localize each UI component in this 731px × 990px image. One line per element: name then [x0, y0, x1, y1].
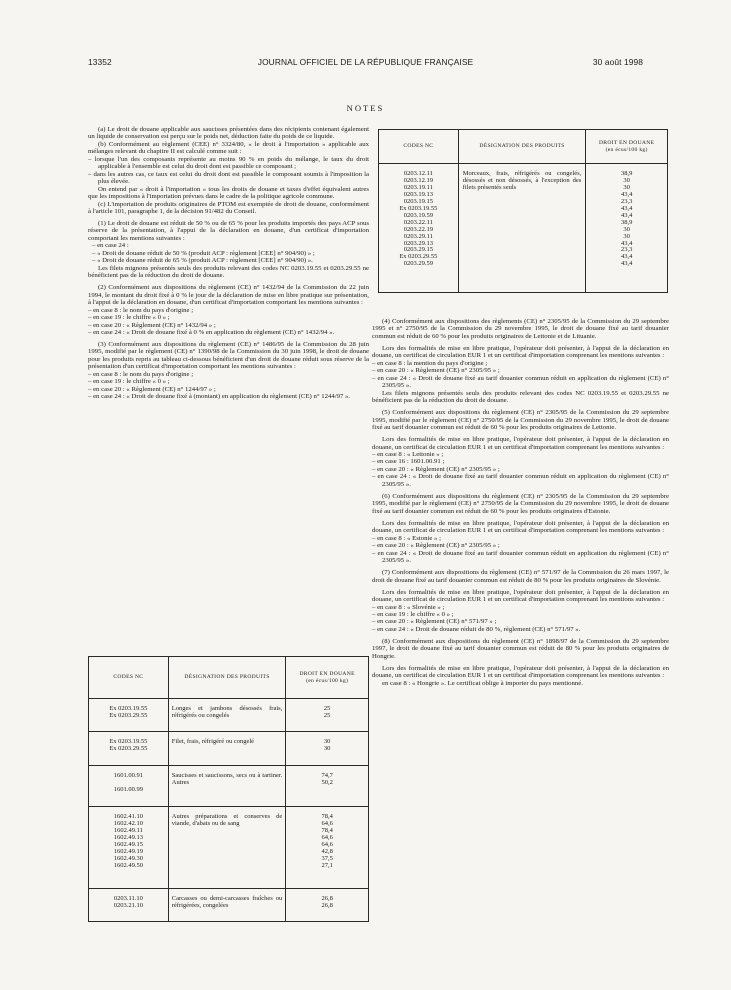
- note-6: (6) Conformément aux dispositions du règlement (CE) n° 2305/95 de la Commission du 29 septembre 1995, modifié par le règlement (CE) n° 2750/95 de la Commission du 29 novembre 1995, le droit de douane fixé au tarif douanier commun est réduit de 60 % pour les produits originaires d'Estonie.: [372, 492, 669, 515]
- note-3: (3) Conformément aux dispositions du règlement (CE) n° 1486/95 de la Commission du 28 juin 1995, modifié par le règlement (CE) n° 1390/98 de la Commission du 30 juin 1998, le droit de douane pour les produits repris au tableau ci-dessous bénéficient d'un droit de douane réduit sous réserve de la présentation d'un certificat d'importation comportant les mentions suivantes :: [88, 341, 369, 371]
- product-designation: Longes et jambons désossés frais, réfrigérés ou congelés: [168, 699, 286, 732]
- note-2-item: – en case 19 : le chiffre « 0 » ;: [88, 314, 170, 322]
- product-designation: Morceaux, frais, réfrigérés ou congelés, désossés et non désossés, à l'exception des filets présentés seuls: [458, 164, 586, 293]
- duty-value: 30: [623, 232, 630, 240]
- note-6-para: Lors des formalités de mise en libre pratique, l'opérateur doit présenter, à l'appui de la déclaration en douane, un certificat de circulation EUR 1 et un certificat d'importation comprenant les mentions suivantes :: [372, 519, 669, 535]
- duty-value: 25: [323, 711, 331, 719]
- table-row: [89, 732, 369, 765]
- duty-label: DROIT EN DOUANE: [299, 670, 355, 677]
- duty-value: 23,3: [620, 197, 633, 205]
- nc-code: 0203.19.59: [403, 211, 433, 219]
- duty-value: 37,5: [321, 854, 333, 862]
- page-header: [88, 57, 643, 69]
- duty-value: 64,6: [321, 840, 333, 848]
- duty-value: 50,2: [321, 778, 333, 786]
- duty-values-cell: [286, 807, 369, 889]
- duty-value: 30: [623, 176, 630, 184]
- issue-date: 30 août 1998: [592, 57, 643, 67]
- note-7-item: – en case 19 : le chiffre « 0 » ;: [372, 611, 454, 619]
- col-header-designation: DÉSIGNATION DES PRODUITS: [168, 657, 286, 699]
- codes-cell: [89, 699, 169, 732]
- note-8: (8) Conformément aux dispositions du règlement (CE) n° 1898/97 de la Commission du 29 septembre 1997, le droit de douane fixé au tarif douanier commun est réduit de 80 % pour les produits originaires de Hongrie.: [372, 637, 669, 660]
- nc-code: 0203.29.15: [403, 246, 433, 254]
- note-c: (c) L'importation de produits originaires de PTOM est exemptée de droit de douane, conformément à l'article 101, paragraphe 1, de la décision 91/482 du Conseil.: [88, 200, 369, 215]
- nc-code: 0203.29.11: [403, 232, 433, 240]
- nc-code: 1602.49.15: [113, 840, 143, 848]
- note-1-item: – en case 24 :: [92, 242, 129, 250]
- col-header-codes: CODES NC: [89, 657, 169, 699]
- nc-code: Ex 0203.19.55: [109, 738, 148, 746]
- note-4-item: – en case 20 : « Règlement (CE) n° 2305/95 » ;: [372, 367, 500, 375]
- nc-code: 1602.49.50: [113, 861, 143, 869]
- note-5-item: – en case 24 : « Droit de douane fixé au tarif douanier commun réduit en application du règlement (CE) n° 2305/95 ».: [372, 473, 669, 488]
- note-3-item: – en case 20 : « Règlement (CE) n° 1244/97 » ;: [88, 385, 216, 393]
- table-row: [89, 699, 369, 732]
- duty-value: 26,8: [321, 894, 333, 902]
- duty-value: 30: [623, 225, 630, 233]
- duty-value: 74,7: [321, 771, 333, 779]
- note-3-item: – en case 8 : le nom du pays d'origine ;: [88, 370, 194, 378]
- duty-value: 30: [323, 738, 331, 746]
- product-designation: Autres préparations et conserves de viande, d'abats ou de sang: [168, 807, 286, 889]
- nc-code: 1601.00.99: [113, 785, 143, 793]
- nc-code: Ex 0203.29.55: [109, 745, 148, 753]
- note-2-item: – en case 8 : le nom du pays d'origine ;: [88, 306, 194, 314]
- nc-code: Ex 0203.19.55: [399, 204, 438, 212]
- note-7-item: – en case 8 : « Slovénie » ;: [372, 603, 445, 611]
- nc-code: 0203.29.13: [403, 239, 433, 247]
- note-2-item: – en case 20 : « Règlement (CE) n° 1432/94 » ;: [88, 321, 216, 329]
- note-5-para: Lors des formalités de mise en libre pratique, l'opérateur doit présenter, à l'appui de la déclaration en douane, un certificat de circulation EUR 1 et un certificat d'importation comprenant les mentions suivantes :: [372, 436, 669, 451]
- nc-code: 0203.19.15: [403, 197, 433, 205]
- codes-cell: [89, 807, 169, 889]
- product-designation: Saucisses et saucissons, secs ou à tartiner. Autres: [168, 765, 286, 806]
- duty-value: 43,4: [620, 204, 633, 212]
- col-header-codes: CODES NC: [379, 130, 459, 164]
- duty-value: 27,1: [321, 861, 333, 869]
- note-7-item: – en case 20 : « Règlement (CE) n° 571/97 » ;: [372, 618, 497, 626]
- note-b-item: – dans les autres cas, ce taux est celui du droit dont est passible le composant soumis à l'imposition la plus élevée.: [88, 170, 369, 186]
- duty-value: 30: [323, 745, 331, 753]
- note-7-para: Lors des formalités de mise en libre pratique, l'opérateur doit présenter, à l'appui de la déclaration en douane, un certificat de circulation EUR 1 et un certificat d'importation comprenant les mentions suivantes :: [372, 588, 669, 604]
- duty-value: 38,9: [620, 170, 633, 177]
- duty-value: 43,4: [620, 190, 633, 198]
- col-header-duty: [586, 130, 668, 164]
- note-1-item: – « Droit de douane réduit de 50 % (produit ACP : règlement [CEE] n° 904/90) » ;: [92, 249, 315, 257]
- note-7-item: – en case 24 : « Droit de douane réduit de 80 %, règlement (CE) n° 571/97 ».: [372, 625, 581, 633]
- duty-values-cell: [286, 765, 369, 806]
- table-row: [89, 807, 369, 889]
- note-6-item: – en case 20 : « Règlement (CE) n° 2305/95 » ;: [372, 542, 500, 550]
- note-8-para: Lors des formalités de mise en libre pratique, l'opérateur doit présenter, à l'appui de la déclaration en douane, un certificat de circulation EUR 1 et un certificat d'importation comprenant les mentions suivantes :: [372, 664, 669, 680]
- nc-code: 0203.22.11: [403, 218, 433, 226]
- page-number: 13352: [88, 57, 112, 67]
- note-2-item: – en case 24 : « Droit de douane fixé à 0 % en application du règlement (CE) n° 1432/94 ».: [88, 328, 335, 336]
- right-column: [372, 318, 669, 687]
- duty-unit: (en écus/100 kg): [605, 146, 648, 153]
- note-5: (5) Conformément aux dispositions du règlement (CE) n° 2305/95 de la Commission du 29 septembre 1995, modifié par le règlement (CE) n° 2750/95 de la Commission du 29 novembre 1995, le droit de douane fixé au tarif douanier commun est réduit de 60 % pour les produits originaires de Lettonie.: [372, 409, 669, 432]
- note-b-item: – lorsque l'un des composants représente au moins 90 % en poids du mélange, le taux du droit applicable à l'ensemble est celui du droit dont est passible ce composant ;: [88, 155, 369, 171]
- note-4-item: – en case 8 : la mention du pays d'origine ;: [372, 359, 488, 367]
- nc-code: 1602.49.13: [113, 833, 143, 841]
- note-6-item: – en case 8 : « Estonie » ;: [372, 534, 441, 542]
- nc-code: 0203.19.13: [403, 190, 433, 198]
- duty-value: 78,4: [321, 827, 333, 834]
- duty-label: DROIT EN DOUANE: [598, 139, 655, 146]
- duty-value: 30: [623, 183, 630, 191]
- duty-value: 25: [323, 705, 331, 712]
- note-2: (2) Conformément aux dispositions du règlement (CE) n° 1432/94 de la Commission du 22 juin 1994, le montant du droit fixé à 0 % le jour de la déclaration de mise en libre pratique sur présentation, à l'appui de la déclaration en douane, d'un certificat d'importation comportant les mentions suivantes :: [88, 284, 369, 307]
- note-b-def: On entend par « droit à l'importation » tous les droits de douane et taxes d'effet équivalent autres que les impositions à l'importation prévues dans le cadre de la politique agricole commune.: [88, 185, 369, 201]
- nc-code: 1602.42.10: [113, 820, 143, 828]
- note-5-item: – en case 16 : 1601.00.91 ;: [372, 458, 445, 466]
- nc-code: 1602.49.19: [113, 847, 143, 855]
- nc-code: 1602.49.30: [113, 854, 143, 862]
- note-5-item: – en case 8 : « Lettonie » ;: [372, 451, 444, 459]
- note-1-remark: Les filets mignons présentés seuls des produits relevant des codes NC 0203.19.55 et 0203.29.55 ne bénéficient pas de la réduction du droit de douane.: [88, 264, 369, 280]
- duty-value: 42,8: [321, 847, 333, 855]
- nc-code: 0203.12.19: [403, 176, 433, 184]
- nc-code: 0203.12.11: [403, 170, 433, 177]
- note-7: (7) Conformément aux dispositions du règlement (CE) n° 571/97 de la Commission du 26 mars 1997, le droit de douane fixé au tarif douanier commun est réduit de 80 % pour les produits originaires de Slovénie.: [372, 569, 669, 584]
- nc-code: 0203.22.19: [403, 225, 433, 233]
- duty-unit: (en écus/100 kg): [306, 677, 349, 684]
- nc-code: 1601.00.91: [113, 771, 143, 779]
- tariff-table-left: [88, 656, 369, 922]
- note-4: (4) Conformément aux dispositions des règlements (CE) n° 2305/95 de la Commission du 29 septembre 1995 et n° 2750/95 de la Commission du 29 novembre 1995, le droit de douane fixé au tarif douanier commun est réduit de 60 % pour les produits originaires de Lettonie et de Lituanie.: [372, 318, 669, 340]
- note-1-item: – « Droit de douane réduit de 65 % (produit ACP : règlement [CEE] n° 904/90) ».: [92, 257, 313, 265]
- codes-cell: [379, 164, 459, 293]
- duty-values-cell: [586, 164, 668, 293]
- duty-value: 38,9: [620, 218, 633, 226]
- duty-values-cell: [286, 732, 369, 765]
- col-header-duty: [286, 657, 369, 699]
- note-4-item: – en case 24 : « Droit de douane fixé au tarif douanier commun réduit en application du règlement (CE) n° 2305/95 ».: [372, 374, 669, 390]
- col-header-designation: DÉSIGNATION DES PRODUITS: [458, 130, 586, 164]
- nc-code: 0203.19.11: [403, 183, 433, 191]
- journal-title: JOURNAL OFFICIEL DE LA RÉPUBLIQUE FRANÇAISE: [257, 57, 474, 67]
- duty-value: 43,4: [620, 253, 633, 261]
- nc-code: 1602.49.11: [113, 827, 143, 834]
- duty-value: 23,3: [620, 246, 633, 254]
- product-designation: Filet, frais, réfrigéré ou congelé: [168, 732, 286, 765]
- duty-value: 26,8: [321, 901, 333, 909]
- note-3-item: – en case 19 : le chiffre « 0 » ;: [88, 378, 170, 386]
- note-a: (a) Le droit de douane applicable aux saucisses présentées dans des récipients contenant également un liquide de conservation est perçu sur le poids net, déduction faite du poids de ce liquide.: [88, 126, 369, 141]
- note-4-remark: Les filets mignons présentés seuls des produits relevant des codes NC 0203.19.55 et 0203.29.55 ne bénéficient pas de la réduction du droit de douane.: [372, 389, 669, 405]
- note-b: (b) Conformément au règlement (CEE) n° 3324/80, « le droit à l'importation » applicable aux mélanges relevant du chapitre II est calculé comme suit :: [88, 140, 369, 156]
- duty-values-cell: [286, 699, 369, 732]
- duty-value: 43,4: [620, 260, 633, 268]
- codes-cell: [89, 732, 169, 765]
- note-3-item: – en case 24 : « Droit de douane fixé à (montant) en application du règlement (CE) n° 1244/97 ».: [88, 393, 351, 401]
- table-row: [89, 765, 369, 806]
- note-1: (1) Le droit de douane est réduit de 50 % ou de 65 % pour les produits importés des pays ACP sous réserve de la présentation, à l'appui de la déclaration en douane, d'un certificat d'importation comportant les mentions suivantes :: [88, 220, 369, 242]
- duty-value: 64,6: [321, 833, 333, 841]
- codes-cell: [89, 888, 169, 921]
- notes-heading: NOTES: [346, 103, 385, 113]
- tariff-table-right: [378, 129, 668, 293]
- duty-values-cell: [286, 888, 369, 921]
- table-row: [89, 888, 369, 921]
- nc-code: 0203.21.10: [113, 901, 143, 909]
- nc-code: 0203.29.59: [403, 260, 433, 268]
- duty-value: 78,4: [321, 813, 333, 821]
- nc-code: Ex 0203.29.55: [399, 253, 438, 261]
- nc-code: Ex 0203.19.55: [109, 705, 148, 712]
- duty-value: 43,4: [620, 239, 633, 247]
- note-6-item: – en case 24 : « Droit de douane fixé au tarif douanier commun réduit en application du règlement (CE) n° 2305/95 ».: [372, 549, 669, 565]
- duty-value: 43,4: [620, 211, 633, 219]
- product-designation: Carcasses ou demi-carcasses fraîches ou réfrigérées, congelées: [168, 888, 286, 921]
- left-column: [88, 126, 369, 401]
- note-5-item: – en case 20 : « Règlement (CE) n° 2305/95 » ;: [372, 465, 500, 473]
- note-8-item: en case 8 : « Hongrie ». Le certificat oblige à importer du pays mentionné.: [382, 679, 583, 687]
- nc-code: 0203.11.10: [113, 894, 143, 902]
- nc-code: Ex 0203.29.55: [109, 711, 148, 719]
- codes-cell: [89, 765, 169, 806]
- note-4-para: Lors des formalités de mise en libre pratique, l'opérateur doit présenter, à l'appui de la déclaration en douane, un certificat de circulation EUR 1 et un certificat d'importation comprenant les mentions suivantes :: [372, 344, 669, 360]
- nc-code: 1602.41.10: [113, 813, 143, 821]
- duty-value: 64,6: [321, 820, 333, 828]
